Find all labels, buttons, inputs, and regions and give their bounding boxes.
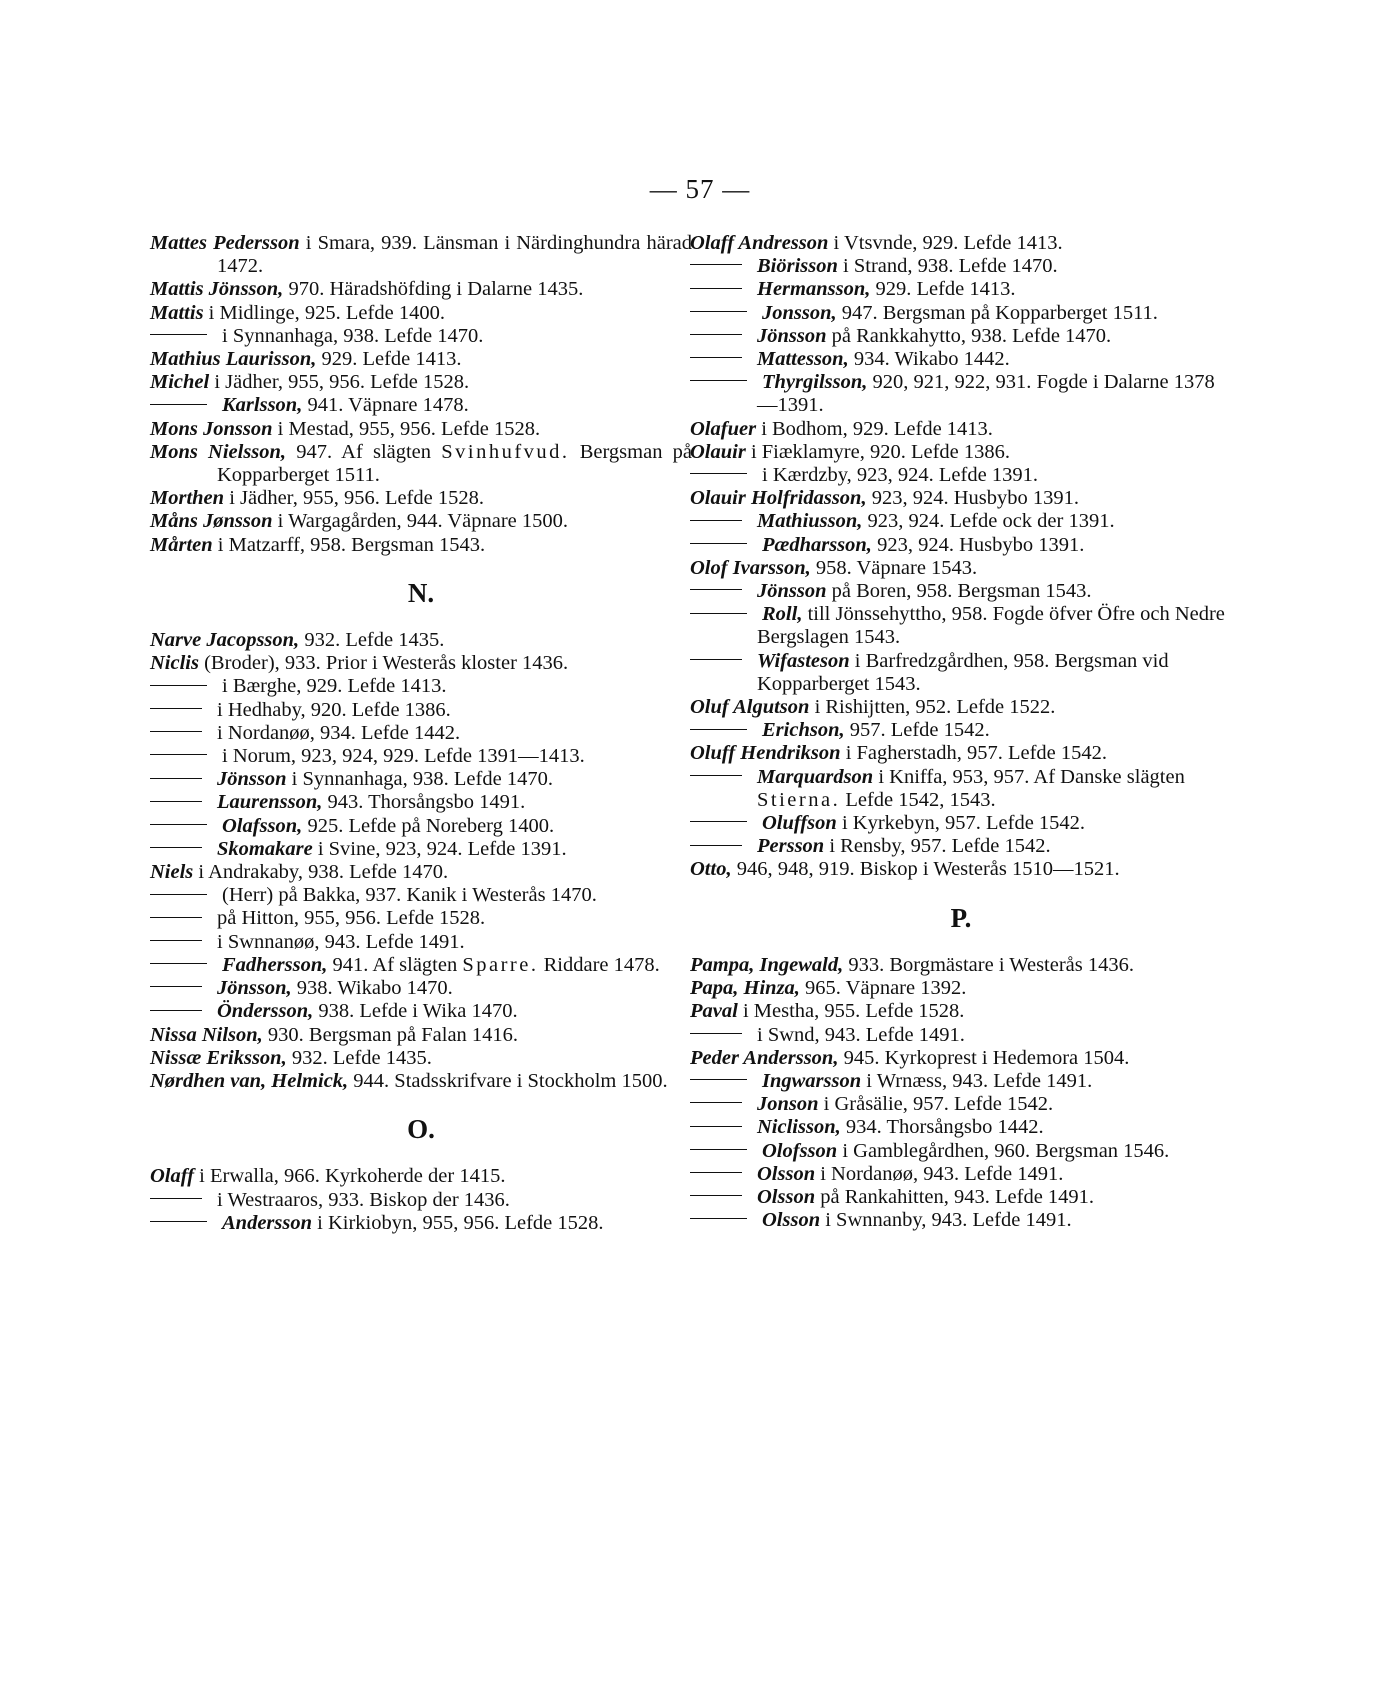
entry-text: i Nordanøø, 934. Lefde 1442. [217, 721, 461, 744]
index-subentry [690, 371, 1232, 417]
entry-text-rest: Bergsman på Kopparberget 1511. [217, 440, 692, 487]
index-entry [150, 487, 692, 510]
index-entry [690, 487, 1232, 510]
index-subentry [150, 745, 692, 768]
entry-text: (Herr) på Bakka, 937. Kanik i Westerås 1470. [222, 884, 597, 907]
ditto-dash [690, 520, 742, 521]
entry-name: Otto, [690, 858, 732, 881]
entry-text: i Midlinge, 925. Lefde 1400. [203, 301, 445, 324]
index-subentry [690, 534, 1232, 557]
entry-name: Oluffson [762, 812, 837, 835]
ditto-dash [690, 1079, 747, 1080]
entry-text: 925. Lefde på Noreberg 1400. [302, 814, 555, 837]
entry-name: Skomakare [217, 837, 313, 860]
right-column [690, 232, 1232, 1232]
entry-name: Mathius Laurisson, [150, 348, 317, 371]
entry-name: Wifasteson [757, 649, 850, 672]
index-subentry [690, 1140, 1232, 1163]
index-entry [150, 1047, 692, 1070]
ditto-dash [690, 845, 742, 846]
entry-name: Persson [757, 835, 825, 858]
entry-text: i Bodhom, 929. Lefde 1413. [756, 417, 993, 440]
ditto-dash [150, 824, 207, 825]
ditto-dash [690, 729, 747, 730]
ditto-dash [150, 404, 207, 405]
ditto-dash [150, 1221, 207, 1222]
entry-text: i Wargagården, 944. Väpnare 1500. [272, 510, 569, 533]
entry-text: på Hitton, 955, 956. Lefde 1528. [217, 907, 486, 930]
index-subentry [690, 278, 1232, 301]
family-name-spaced: Svinhufvud. [441, 440, 570, 463]
entry-text: 947. Bergsman på Kopparberget 1511. [836, 301, 1158, 324]
entry-name: Olafsson, [222, 814, 303, 837]
entry-text: i Synnanhaga, 938. Lefde 1470. [286, 768, 553, 791]
index-subentry [690, 1093, 1232, 1116]
entry-name: Jonsson, [762, 301, 837, 324]
index-subentry [690, 302, 1232, 325]
index-entry [690, 858, 1232, 881]
ditto-dash [150, 917, 202, 918]
index-subentry [690, 1024, 1232, 1047]
index-subentry [150, 977, 692, 1000]
entry-text: 946, 948, 919. Biskop i Westerås 1510—1521. [731, 858, 1120, 881]
section-letter-heading: P. [950, 902, 972, 933]
index-entry [150, 1165, 692, 1188]
ditto-dash [150, 801, 202, 802]
index-subentry [150, 884, 692, 907]
entry-name: Thyrgilsson, [762, 371, 868, 394]
entry-text: till Jönssehyttho, 958. Fogde öfver Öfre och Nedre Bergslagen 1543. [757, 603, 1225, 649]
entry-name: Olsson [757, 1185, 816, 1208]
index-subentry [150, 768, 692, 791]
entry-text: i Jädher, 955, 956. Lefde 1528. [209, 371, 470, 394]
ditto-dash [690, 659, 742, 660]
index-entry [690, 232, 1232, 255]
entry-text: i Kirkiobyn, 955, 956. Lefde 1528. [312, 1211, 604, 1234]
entry-text: i Kærdzby, 923, 924. Lefde 1391. [762, 464, 1038, 487]
index-subentry [690, 464, 1232, 487]
ditto-dash [690, 357, 742, 358]
ditto-dash [150, 963, 207, 964]
entry-name: Nissæ Eriksson, [150, 1046, 287, 1069]
ditto-dash [690, 613, 747, 614]
entry-name: Narve Jacopsson, [150, 629, 300, 652]
entry-text: i Andrakaby, 938. Lefde 1470. [193, 861, 449, 884]
ditto-dash [690, 473, 747, 474]
entry-text: 934. Thorsångsbo 1442. [840, 1116, 1044, 1139]
entry-name: Nissa Nilson, [150, 1023, 263, 1046]
entry-text-rest: Riddare 1478. [538, 953, 660, 976]
entry-text: i Wrnæss, 943. Lefde 1491. [861, 1069, 1093, 1092]
entry-text: 932. Lefde 1435. [286, 1046, 432, 1069]
entry-text: 944. Stadsskrifvare i Stockholm 1500. [348, 1069, 668, 1092]
entry-name: Olsson [757, 1162, 816, 1185]
index-subentry [690, 510, 1232, 533]
entry-name: Fadhersson, [222, 953, 328, 976]
entry-text: i Vtsvnde, 929. Lefde 1413. [828, 232, 1063, 254]
entry-name: Olaff Andresson [690, 232, 829, 254]
entry-text-rest: Lefde 1542, 1543. [840, 788, 996, 811]
entry-name: Peder Andersson, [690, 1046, 839, 1069]
index-entry [690, 1000, 1232, 1023]
index-subentry [690, 835, 1232, 858]
index-subentry [150, 1189, 692, 1212]
entry-text: i Gamblegårdhen, 960. Bergsman 1546. [837, 1139, 1170, 1162]
entry-text: i Barfredzgårdhen, 958. Bergsman vid Kopparberget 1543. [757, 649, 1169, 695]
entry-text: i Fiæklamyre, 920. Lefde 1386. [745, 440, 1011, 463]
entry-text: 933. Borgmästare i Westerås 1436. [843, 953, 1135, 976]
index-subentry [150, 838, 692, 861]
left-column [150, 232, 692, 1235]
index-subentry [150, 1212, 692, 1235]
entry-text: 929. Lefde 1413. [316, 348, 462, 371]
index-subentry [690, 719, 1232, 742]
entry-name: Olauir [690, 440, 746, 463]
entry-text: i Rensby, 957. Lefde 1542. [824, 835, 1051, 858]
entry-name: Mattesson, [757, 348, 849, 371]
ditto-dash [690, 775, 742, 776]
ditto-dash [690, 821, 747, 822]
index-entry [150, 510, 692, 533]
ditto-dash [690, 380, 747, 381]
entry-name: Jönsson, [217, 977, 292, 1000]
entry-name: Paval [690, 1000, 738, 1023]
ditto-dash [150, 894, 207, 895]
index-subentry [690, 255, 1232, 278]
entry-name: Roll, [762, 603, 803, 626]
index-subentry [150, 907, 692, 930]
entry-name: Olof Ivarsson, [690, 556, 811, 579]
index-entry [690, 954, 1232, 977]
entry-name: Öndersson, [217, 1000, 314, 1023]
ditto-dash [150, 685, 207, 686]
ditto-dash [690, 1102, 742, 1103]
index-subentry [690, 603, 1232, 649]
entry-text: i Smara, 939. Länsman i Närdinghundra härad 1472. [217, 232, 693, 278]
entry-text: 923, 924. Husbybo 1391. [871, 533, 1085, 556]
entry-name: Niels [150, 861, 194, 884]
index-entry [150, 371, 692, 394]
entry-text: i Nordanøø, 943. Lefde 1491. [815, 1162, 1064, 1185]
ditto-dash [150, 1010, 202, 1011]
index-entry [150, 1070, 692, 1093]
entry-text: i Swnd, 943. Lefde 1491. [757, 1023, 965, 1046]
entry-name: Olofsson [762, 1139, 838, 1162]
index-subentry [150, 394, 692, 417]
entry-text: 965. Väpnare 1392. [799, 977, 967, 1000]
entry-text: på Boren, 958. Bergsman 1543. [826, 580, 1092, 603]
entry-text: 938. Lefde i Wika 1470. [313, 1000, 518, 1023]
entry-name: Biörisson [757, 255, 838, 278]
index-entry [150, 629, 692, 652]
entry-name: Mattis [150, 301, 204, 324]
ditto-dash [150, 847, 202, 848]
index-subentry [690, 1209, 1232, 1232]
index-entry [150, 652, 692, 675]
entry-text: i Mestad, 955, 956. Lefde 1528. [272, 417, 541, 440]
entry-text: 943. Thorsångsbo 1491. [322, 791, 526, 814]
entry-text: 970. Häradshöfding i Dalarne 1435. [283, 278, 584, 301]
entry-name: Ingwarsson [762, 1069, 862, 1092]
entry-text: 932. Lefde 1435. [299, 629, 445, 652]
entry-name: Laurensson, [217, 791, 323, 814]
index-entry [150, 302, 692, 325]
index-subentry [150, 1000, 692, 1023]
entry-name: Mårten [150, 533, 213, 556]
entry-text: 941. Väpnare 1478. [302, 394, 469, 417]
entry-name: Jonson [757, 1093, 819, 1116]
index-subentry [690, 580, 1232, 603]
index-subentry [150, 325, 692, 348]
index-subentry [690, 1163, 1232, 1186]
entry-text: 929. Lefde 1413. [870, 278, 1016, 301]
entry-name: Olafuer [690, 417, 757, 440]
index-subentry [150, 931, 692, 954]
entry-name: Olaff [150, 1165, 195, 1188]
entry-name: Andersson [222, 1211, 313, 1234]
entry-text: i Erwalla, 966. Kyrkoherde der 1415. [194, 1165, 506, 1188]
entry-text: (Broder), 933. Prior i Westerås kloster 1436. [198, 652, 569, 675]
entry-name: Mons Nielsson, [150, 440, 287, 463]
entry-text: 945. Kyrkoprest i Hedemora 1504. [838, 1046, 1130, 1069]
entry-name: Hermansson, [757, 278, 871, 301]
entry-name: Mons Jonsson [150, 417, 273, 440]
entry-name: Oluff Hendrikson [690, 742, 841, 765]
ditto-dash [150, 986, 202, 987]
entry-text: i Jädher, 955, 956. Lefde 1528. [224, 487, 484, 510]
entry-text: i Synnanhaga, 938. Lefde 1470. [222, 324, 484, 347]
entry-text: 938. Wikabo 1470. [291, 977, 453, 1000]
index-subentry [690, 650, 1232, 696]
index-entry [150, 1024, 692, 1047]
index-subentry [150, 675, 692, 698]
entry-name: Måns Jønsson [150, 510, 273, 533]
ditto-dash [690, 589, 742, 590]
entry-text: 923, 924. Lefde ock der 1391. [862, 510, 1115, 533]
index-entry [150, 418, 692, 441]
ditto-dash [690, 311, 747, 312]
index-entry [690, 418, 1232, 441]
ditto-dash [690, 1126, 742, 1127]
index-entry [690, 557, 1232, 580]
entry-name: Niclisson, [757, 1116, 841, 1139]
index-entry [150, 534, 692, 557]
index-entry [690, 977, 1232, 1000]
index-entry [690, 742, 1232, 765]
ditto-dash [150, 754, 207, 755]
entry-text: 958. Väpnare 1543. [810, 556, 978, 579]
ditto-dash [690, 334, 742, 335]
ditto-dash [150, 1198, 202, 1199]
entry-name: Nørdhen van, Helmick, [150, 1069, 349, 1092]
entry-text: i Fagherstadh, 957. Lefde 1542. [840, 742, 1108, 765]
page-number: — 57 — [649, 174, 751, 204]
entry-text: i Westraaros, 933. Biskop der 1436. [217, 1188, 510, 1211]
index-entry [150, 861, 692, 884]
entry-text: i Hedhaby, 920. Lefde 1386. [217, 698, 451, 721]
ditto-dash [150, 334, 207, 335]
ditto-dash [690, 1218, 747, 1219]
index-subentry [690, 348, 1232, 371]
index-entry [690, 696, 1232, 719]
entry-text: 934. Wikabo 1442. [848, 348, 1010, 371]
entry-name: Olauir Holfridasson, [690, 487, 867, 510]
ditto-dash [690, 1172, 742, 1173]
index-subentry [150, 815, 692, 838]
entry-name: Pædharsson, [762, 533, 872, 556]
entry-text: i Swnnanøø, 943. Lefde 1491. [217, 930, 465, 953]
ditto-dash [690, 1195, 742, 1196]
index-entry [150, 278, 692, 301]
entry-text: i Strand, 938. Lefde 1470. [837, 255, 1058, 278]
entry-name: Jönsson [217, 768, 287, 791]
entry-text: i Swnnanby, 943. Lefde 1491. [820, 1209, 1072, 1232]
index-entry [150, 441, 692, 487]
entry-text: 941. Af slägten [327, 953, 463, 976]
entry-name: Marquardson [757, 765, 874, 788]
ditto-dash [690, 1149, 747, 1150]
entry-text: i Rishijtten, 952. Lefde 1522. [809, 696, 1056, 719]
family-name-spaced: Sparre. [462, 953, 539, 976]
entry-text: i Kniffa, 953, 957. Af Danske slägten [873, 765, 1185, 788]
index-subentry [690, 766, 1232, 812]
section-letter-heading: N. [407, 577, 435, 608]
family-name-spaced: Stierna. [757, 788, 841, 811]
entry-text: 947. Af slägten [286, 440, 442, 463]
entry-name: Jönsson [757, 324, 827, 347]
ditto-dash [150, 708, 202, 709]
index-subentry [150, 954, 692, 977]
entry-name: Niclis [150, 652, 199, 675]
index-subentry [150, 791, 692, 814]
entry-text: i Kyrkebyn, 957. Lefde 1542. [836, 812, 1086, 835]
index-entry [150, 232, 692, 278]
section-letter-heading: O. [407, 1114, 435, 1145]
entry-name: Michel [150, 371, 210, 394]
index-entry [690, 441, 1232, 464]
entry-text: i Norum, 923, 924, 929. Lefde 1391—1413. [222, 745, 585, 768]
entry-text: på Rankahitten, 943. Lefde 1491. [815, 1185, 1095, 1208]
ditto-dash [690, 288, 742, 289]
entry-text: 930. Bergsman på Falan 1416. [262, 1023, 519, 1046]
entry-name: Mattis Jönsson, [150, 278, 284, 301]
ditto-dash [690, 264, 742, 265]
entry-name: Papa, Hinza, [690, 977, 800, 1000]
entry-text: i Mestha, 955. Lefde 1528. [737, 1000, 965, 1023]
ditto-dash [690, 543, 747, 544]
index-subentry [690, 812, 1232, 835]
entry-name: Jönsson [757, 580, 827, 603]
entry-text: på Rankkahytto, 938. Lefde 1470. [826, 324, 1112, 347]
ditto-dash [690, 1033, 742, 1034]
entry-text: 957. Lefde 1542. [844, 719, 990, 742]
ditto-dash [150, 731, 202, 732]
entry-text: i Svine, 923, 924. Lefde 1391. [312, 837, 567, 860]
index-subentry [690, 1070, 1232, 1093]
entry-name: Karlsson, [222, 394, 303, 417]
index-subentry [150, 722, 692, 745]
entry-name: Mathiusson, [757, 510, 863, 533]
entry-text: i Gråsälie, 957. Lefde 1542. [818, 1093, 1054, 1116]
ditto-dash [150, 940, 202, 941]
ditto-dash [150, 778, 202, 779]
entry-name: Erichson, [762, 719, 845, 742]
index-subentry [150, 699, 692, 722]
entry-text: i Matzarff, 958. Bergsman 1543. [212, 533, 486, 556]
entry-text: 923, 924. Husbybo 1391. [866, 487, 1079, 510]
entry-name: Mattes Pedersson [150, 232, 300, 254]
index-entry [690, 1047, 1232, 1070]
entry-name: Oluf Algutson [690, 696, 810, 719]
entry-name: Morthen [150, 487, 225, 510]
index-subentry [690, 325, 1232, 348]
index-subentry [690, 1186, 1232, 1209]
index-subentry [690, 1116, 1232, 1139]
entry-text: i Bærghe, 929. Lefde 1413. [222, 675, 447, 698]
entry-name: Pampa, Ingewald, [690, 953, 844, 976]
entry-name: Olsson [762, 1209, 821, 1232]
index-entry [150, 348, 692, 371]
entry-text: 920, 921, 922, 931. Fogde i Dalarne 1378—1391. [757, 371, 1215, 417]
